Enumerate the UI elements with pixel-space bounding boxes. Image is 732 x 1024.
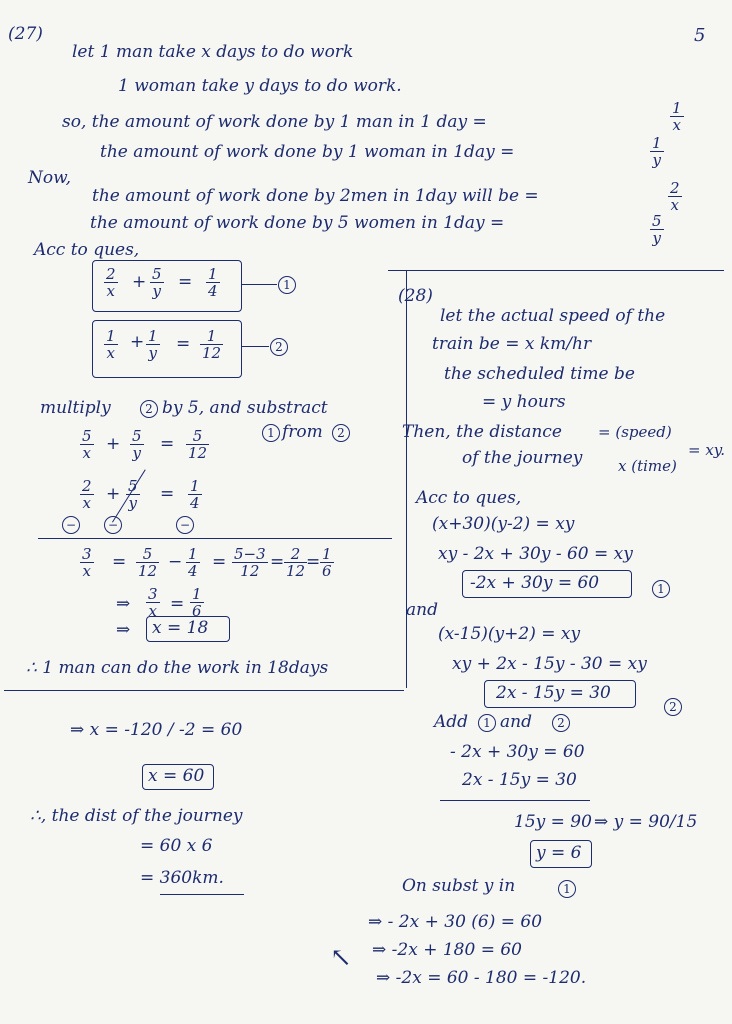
p27-line-2: 1 woman take y days to do work. (118, 76, 402, 96)
res-eq-d: = (306, 552, 321, 572)
multiply-text-c: from (282, 422, 323, 442)
circle-label-2: 2 (270, 338, 288, 356)
eq1-2-over-x: $\frac{2}{x}$ (106, 265, 116, 300)
p28-add-rule (440, 800, 590, 801)
minus-circle-a: − (62, 516, 80, 534)
p27-line-4: the amount of work done by 1 woman in 1day = (100, 142, 515, 162)
p28-xy: = xy. (688, 441, 726, 459)
fraction-1-over-x: $\frac{1}{x}$ (672, 99, 682, 134)
res-implies-2: ⇒ (116, 620, 131, 640)
continue-arrow: ↖ (330, 943, 352, 973)
work-1-over-4: $\frac{1}{4}$ (190, 477, 200, 512)
p28-subst: On subst y in (402, 876, 516, 896)
circle-label-1: 1 (278, 276, 296, 294)
p27-line-5: the amount of work done by 2men in 1day will be = (92, 186, 539, 206)
res-1-over-6-2: $\frac{1}{6}$ (192, 585, 202, 620)
eq1-equals: = (178, 272, 193, 292)
res-eq-a: = (112, 552, 127, 572)
work-5-over-y-2: $\frac{5}{y}$ (128, 477, 138, 512)
work-2-over-x: $\frac{2}{x}$ (82, 477, 92, 512)
y-equals-6: y = 6 (536, 843, 582, 863)
p28-dist-2: = 360km. (140, 868, 224, 888)
from-circle-1: 1 (262, 424, 280, 442)
res-3-over-x: $\frac{3}{x}$ (82, 545, 92, 580)
res-5-over-12: $\frac{5}{12}$ (138, 545, 158, 580)
p27-bracket-right (388, 270, 407, 688)
p27-line-6: the amount of work done by 5 women in 1day = (90, 213, 505, 233)
p28-subst-2: ⇒ -2x + 180 = 60 (372, 940, 522, 960)
p28-eq-5: xy + 2x - 15y - 30 = xy (452, 654, 647, 674)
eq2-1-over-y: $\frac{1}{y}$ (148, 327, 158, 362)
p28-top-rule (388, 270, 724, 271)
res-eq-b: = (212, 552, 227, 572)
p28-line-5: Then, the distance (402, 422, 562, 442)
fraction-5-over-y: $\frac{5}{y}$ (652, 212, 662, 247)
p28-line-6: of the journey (462, 448, 583, 468)
p28-eq-4: (x-15)(y+2) = xy (438, 624, 581, 644)
res-1-over-4: $\frac{1}{4}$ (188, 545, 198, 580)
work-5-over-y: $\frac{5}{y}$ (132, 427, 142, 462)
p27-acc-to-ques: Acc to ques, (34, 240, 140, 260)
multiply-text-a: multiply (40, 398, 111, 418)
p28-add-2: 2x - 15y = 30 (462, 770, 577, 790)
p28-add-3: 15y = 90 (514, 812, 592, 832)
res-3-over-x-2: $\frac{3}{x}$ (148, 585, 158, 620)
eq2-equals: = (176, 334, 191, 354)
p28-dist: ∴, the dist of the journey (30, 806, 243, 826)
p28-add: Add (434, 712, 469, 732)
p28-subst-1: ⇒ - 2x + 30 (6) = 60 (368, 912, 543, 932)
eq1-1-over-4: $\frac{1}{4}$ (208, 265, 218, 300)
x-equals-60: x = 60 (148, 766, 205, 786)
eq1-arrow-line (241, 284, 277, 285)
p28-line-1: let the actual speed of the (440, 306, 666, 326)
p27-bottom-rule (4, 690, 404, 691)
subst-circle-1: 1 (558, 880, 576, 898)
p28-add-3b: ⇒ y = 90/15 (594, 812, 698, 832)
eq2-1-over-12: $\frac{1}{12}$ (202, 327, 222, 362)
p28-x-calc: ⇒ x = -120 / -2 = 60 (70, 720, 243, 740)
p28-line-3: the scheduled time be (444, 364, 635, 384)
multiply-text-b: by 5, and substract (162, 398, 328, 418)
work-plus-1: + (106, 434, 121, 454)
p27-conclusion: ∴ 1 man can do the work in 18days (26, 658, 329, 678)
work-plus-2: + (106, 484, 121, 504)
res-5-3-over-12: $\frac{5-3}{12}$ (234, 545, 266, 580)
p27-line-1: let 1 man take x days to do work (72, 42, 354, 62)
minus-circle-b: − (104, 516, 122, 534)
p27-now: Now, (28, 168, 72, 188)
p28-add-and: and (500, 712, 532, 732)
p28-dist-1: = 60 x 6 (140, 836, 213, 856)
from-circle-2: 2 (332, 424, 350, 442)
p28-circle-1: 1 (652, 580, 670, 598)
p28-and: and (406, 600, 438, 620)
work-eq-2: = (160, 484, 175, 504)
res-implies-1: ⇒ (116, 594, 131, 614)
subtraction-rule (38, 538, 392, 539)
add-circle-1: 1 (478, 714, 496, 732)
x-equals-18: x = 18 (152, 618, 209, 638)
work-eq-1: = (160, 434, 175, 454)
p28-eq-1: (x+30)(y-2) = xy (432, 514, 575, 534)
problem-27-number: (27) (8, 24, 43, 44)
p28-acc-to-ques: Acc to ques, (416, 488, 522, 508)
p28-eq-6: 2x - 15y = 30 (496, 683, 611, 703)
p28-time: x (time) (618, 457, 677, 475)
res-eq-c: = (270, 552, 285, 572)
p28-speed: = (speed) (598, 423, 672, 441)
res-eq-e: = (170, 594, 185, 614)
eq1-5-over-y: $\frac{5}{y}$ (152, 265, 162, 300)
res-2-over-12: $\frac{2}{12}$ (286, 545, 306, 580)
p28-subst-3: ⇒ -2x = 60 - 180 = -120. (376, 968, 587, 988)
fraction-2-over-x: $\frac{2}{x}$ (670, 179, 680, 214)
res-1-over-6: $\frac{1}{6}$ (322, 545, 332, 580)
problem-28-number: (28) (398, 286, 433, 306)
p28-add-1: - 2x + 30y = 60 (450, 742, 585, 762)
p28-line-4: = y hours (482, 392, 566, 412)
minus-circle-c: − (176, 516, 194, 534)
add-circle-2: 2 (552, 714, 570, 732)
p27-line-3: so, the amount of work done by 1 man in 1 day = (62, 112, 487, 132)
page-corner-number: 5 (694, 25, 706, 46)
work-5-over-x: $\frac{5}{x}$ (82, 427, 92, 462)
p28-eq-3: -2x + 30y = 60 (470, 573, 600, 593)
eq2-1-over-x: $\frac{1}{x}$ (106, 327, 116, 362)
eq1-plus: + (132, 272, 147, 292)
eq2-arrow-line (241, 346, 269, 347)
multiply-circle-2: 2 (140, 400, 158, 418)
p28-line-2: train be = x km/hr (432, 334, 592, 354)
dist-underline (160, 894, 244, 895)
fraction-1-over-y: $\frac{1}{y}$ (652, 134, 662, 169)
eq2-plus: + (130, 332, 145, 352)
p28-circle-2: 2 (664, 698, 682, 716)
p28-eq-2: xy - 2x + 30y - 60 = xy (438, 544, 633, 564)
work-5-over-12: $\frac{5}{12}$ (188, 427, 208, 462)
res-minus: − (168, 552, 183, 572)
